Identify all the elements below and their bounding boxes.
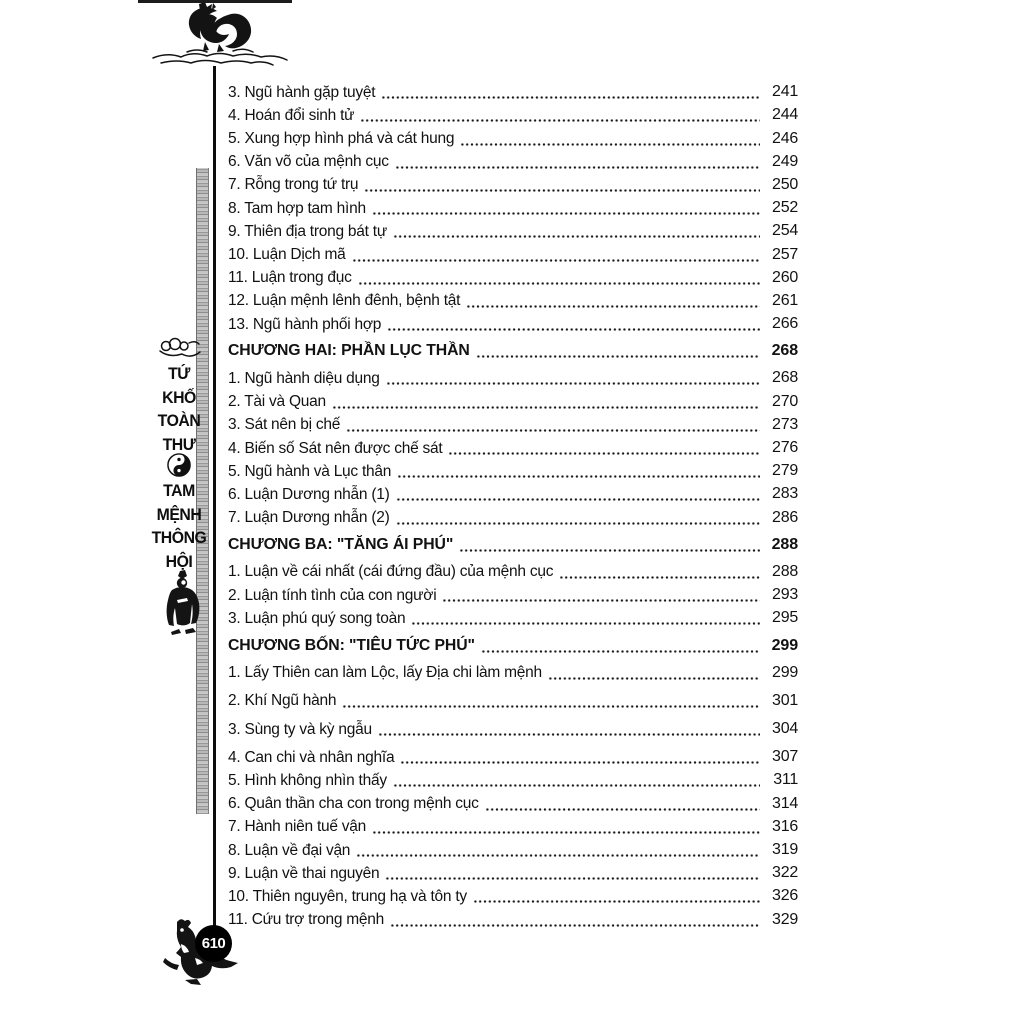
toc-entry-label: 3. Luận phú quý song toàn [228, 609, 406, 627]
dot-leader [360, 119, 760, 122]
dot-leader [481, 650, 760, 653]
toc-row [228, 150, 798, 173]
dot-leader [372, 212, 760, 215]
toc-entry-label: 9. Luận về thai nguyên [228, 864, 380, 882]
toc-entry-label: 13. Ngũ hành phối hợp [228, 315, 382, 333]
cloud-ornament-icon [156, 336, 204, 361]
toc-entry-label: 9. Thiên địa trong bát tự [228, 222, 387, 240]
toc-entry-page: 246 [772, 129, 798, 147]
toc-entry-label: 5. Hình không nhìn thấy [228, 771, 387, 789]
toc-row [228, 389, 798, 412]
toc-entry-label: 3. Sùng ty và kỳ ngẫu [228, 720, 372, 738]
toc-row [228, 366, 798, 389]
toc-entry-page: 288 [772, 562, 798, 580]
page-number-badge [195, 925, 232, 962]
toc-entry-page: 301 [772, 691, 798, 709]
toc-entry-page: 276 [772, 439, 798, 456]
dot-leader [473, 900, 760, 903]
dot-leader [378, 733, 760, 736]
toc-entry-page: 299 [771, 636, 798, 654]
toc-row [228, 560, 798, 583]
dot-leader [387, 328, 760, 331]
dot-leader [356, 854, 760, 857]
dot-leader [358, 282, 760, 285]
toc-entry-page: 319 [772, 841, 798, 858]
sage-illustration [159, 570, 205, 636]
toc-entry-page: 261 [772, 291, 798, 309]
toc-entry-label: CHƯƠNG BỐN: "TIÊU TỨC PHÚ" [228, 636, 475, 654]
toc-row [228, 838, 798, 861]
toc-row [228, 907, 798, 930]
toc-row [228, 791, 798, 814]
toc-entry-label: 2. Khí Ngũ hành [228, 692, 337, 710]
toc-entry-page: 295 [772, 609, 798, 627]
toc-row [228, 242, 798, 265]
toc-entry-page: 279 [772, 462, 798, 480]
toc-entry-label: 4. Can chi và nhân nghĩa [228, 748, 395, 766]
toc-entry-label: 3. Ngũ hành gặp tuyệt [228, 83, 376, 101]
toc-entry-label: 7. Luận Dương nhẫn (2) [228, 509, 390, 527]
spine-line [213, 66, 216, 944]
spine-title [150, 362, 208, 456]
toc-row [228, 339, 798, 362]
toc-entry-page: 260 [772, 268, 798, 286]
dot-leader [393, 784, 760, 787]
toc-row [228, 219, 798, 242]
toc-entry-label: 4. Biến số Sát nên được chế sát [228, 439, 443, 457]
toc-entry-page: 322 [772, 864, 798, 882]
toc-entry-page: 299 [772, 663, 798, 681]
toc-entry-page: 268 [771, 342, 798, 360]
toc-entry-label: 5. Ngũ hành và Lục thân [228, 462, 392, 480]
toc-entry-label: CHƯƠNG HAI: PHẦN LỤC THẦN [228, 342, 470, 360]
toc-row [228, 884, 798, 907]
toc-entry-page: 241 [772, 83, 798, 101]
yin-yang-icon [166, 452, 192, 478]
toc-entry-label: 2. Luận tính tình của con người [228, 586, 437, 604]
toc-entry-label: 6. Quân thần cha con trong mệnh cục [228, 795, 479, 813]
spine-word: MỆNH [156, 504, 202, 524]
toc-row [228, 633, 798, 656]
toc-entry-label: 4. Hoán đổi sinh tử [228, 106, 355, 124]
dot-leader [342, 705, 760, 708]
toc-row [228, 745, 798, 768]
toc-entry-page: 329 [772, 910, 798, 928]
toc-entry-label: 1. Ngũ hành diệu dụng [228, 369, 380, 387]
dot-leader [400, 761, 760, 764]
dot-leader [381, 96, 760, 99]
toc-row [228, 436, 798, 459]
toc-entry-label: 1. Luận về cái nhất (cái đứng đầu) của mệnh cục [228, 563, 554, 581]
toc-entry-label: 10. Thiên nguyên, trung hạ và tôn ty [228, 887, 467, 905]
dot-leader [485, 808, 760, 811]
toc-row [228, 505, 798, 528]
toc-entry-label: 6. Luận Dương nhẫn (1) [228, 485, 390, 503]
toc-list [228, 80, 798, 931]
toc-entry-page: 304 [772, 720, 798, 738]
spine-word: KHỐ [162, 387, 196, 407]
toc-entry-label: CHƯƠNG BA: "TĂNG ÁI PHÚ" [228, 535, 454, 553]
toc-row [228, 689, 798, 712]
dot-leader [396, 498, 760, 501]
dot-leader [411, 622, 760, 625]
toc-entry-page: 270 [772, 392, 798, 410]
toc-entry-page: 307 [772, 748, 798, 766]
spine-subtitle [150, 479, 208, 573]
toc-row [228, 459, 798, 482]
toc-row [228, 482, 798, 505]
dot-leader [395, 166, 760, 169]
dot-leader [364, 189, 760, 192]
toc-row [228, 533, 798, 556]
toc-row [228, 606, 798, 629]
toc-entry-page: 326 [772, 887, 798, 905]
dot-leader [476, 355, 760, 358]
toc-entry-label: 6. Văn võ của mệnh cục [228, 153, 389, 171]
dot-leader [448, 452, 760, 455]
toc-row [228, 266, 798, 289]
dot-leader [352, 259, 761, 262]
toc-entry-page: 293 [772, 586, 798, 604]
toc-row [228, 80, 798, 103]
toc-entry-label: 3. Sát nên bị chế [228, 416, 341, 434]
toc-row [228, 289, 798, 312]
toc-entry-page: 273 [772, 415, 798, 433]
dot-leader [397, 475, 760, 478]
toc-entry-page: 316 [772, 817, 798, 835]
toc-entry-page: 244 [772, 106, 798, 124]
toc-entry-label: 2. Tài và Quan [228, 393, 326, 411]
toc-entry-page: 286 [772, 508, 798, 526]
toc-row [228, 312, 798, 335]
dot-leader [466, 305, 760, 308]
toc-entry-label: 8. Luận về đại vận [228, 841, 351, 859]
toc-entry-page: 254 [772, 222, 798, 240]
dot-leader [390, 924, 760, 927]
spine-word: THƯ [162, 434, 196, 454]
toc-row [228, 583, 798, 606]
dot-leader [460, 143, 760, 146]
spine-word: HỘI [165, 551, 193, 571]
toc-entry-page: 268 [772, 369, 798, 387]
toc-entry-label: 11. Cứu trợ trong mệnh [228, 911, 385, 929]
toc-entry-page: 283 [772, 485, 798, 503]
toc-entry-label: 8. Tam hợp tam hình [228, 199, 366, 217]
toc-entry-label: 7. Rỗng trong tứ trụ [228, 176, 359, 194]
toc-entry-label: 12. Luận mệnh lênh đênh, bệnh tật [228, 292, 461, 310]
toc-row [228, 768, 798, 791]
toc-entry-page: 314 [772, 794, 798, 812]
dot-leader [372, 831, 760, 834]
toc-row [228, 717, 798, 740]
dragon-illustration [147, 2, 293, 68]
toc-entry-page: 257 [772, 245, 798, 263]
toc-entry-page: 311 [773, 771, 798, 789]
toc-entry-label: 5. Xung hợp hình phá và cát hung [228, 130, 455, 148]
dot-leader [548, 677, 760, 680]
toc-entry-label: 1. Lấy Thiên can làm Lộc, lấy Địa chi làm mệnh [228, 664, 542, 682]
dot-leader [385, 877, 760, 880]
dot-leader [459, 549, 760, 552]
dot-leader [386, 382, 760, 385]
toc-row [228, 196, 798, 219]
toc-row [228, 413, 798, 436]
toc-entry-page: 250 [772, 175, 798, 193]
toc-row [228, 103, 798, 126]
toc-row [228, 815, 798, 838]
dot-leader [393, 235, 760, 238]
dot-leader [442, 599, 760, 602]
toc-row [228, 126, 798, 149]
spine-word: THÔNG [151, 528, 207, 547]
toc-entry-label: 7. Hành niên tuế vận [228, 818, 367, 836]
toc-entry-label: 10. Luận Dịch mã [228, 246, 346, 263]
spine-word: TAM [163, 481, 195, 500]
spine-word: TỨ [168, 364, 190, 383]
toc-entry-page: 252 [772, 199, 798, 217]
page-number-text: 610 [201, 935, 226, 952]
toc-row [228, 661, 798, 684]
dot-leader [396, 522, 760, 525]
spine-word: TOÀN [157, 411, 201, 430]
toc-entry-label: 11. Luận trong đục [228, 269, 352, 287]
toc-entry-page: 288 [771, 535, 798, 553]
toc-row [228, 173, 798, 196]
toc-entry-page: 266 [772, 315, 798, 333]
toc-entry-page: 249 [772, 152, 798, 170]
dot-leader [332, 406, 760, 409]
dot-leader [346, 429, 760, 432]
toc-row [228, 861, 798, 884]
dot-leader [559, 576, 760, 579]
